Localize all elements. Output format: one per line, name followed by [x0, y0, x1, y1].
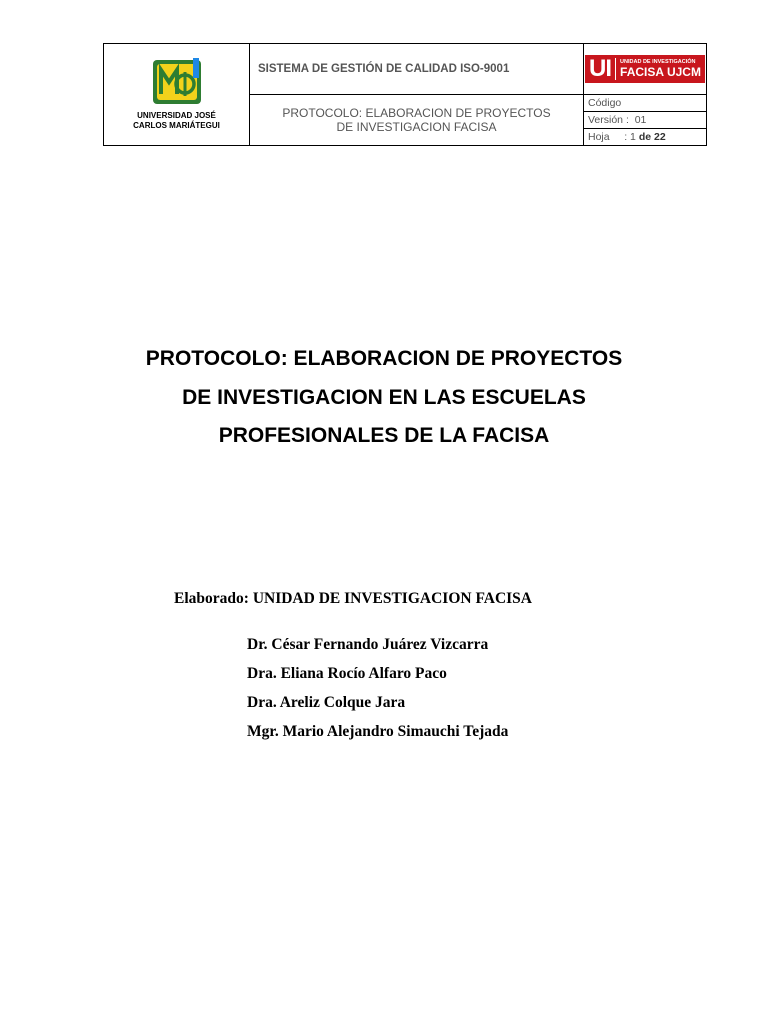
document-header-table [103, 43, 707, 146]
author-item: Dra. Areliz Colque Jara [247, 694, 406, 711]
university-logo-cell [104, 44, 250, 146]
university-crest-icon [149, 58, 205, 108]
university-name: UNIVERSIDAD JOSÉ CARLOS MARIÁTEGUI [133, 111, 220, 130]
research-unit-logo: UI UNIDAD DE INVESTIGACIÓN FACISA UJCM [585, 55, 705, 83]
elaborado-label: Elaborado: [174, 590, 249, 607]
title-line-2: DE INVESTIGACION EN LAS ESCUELAS [182, 385, 586, 409]
protocol-header-title: PROTOCOLO: ELABORACION DE PROYECTOS DE INVESTIGACION FACISA [250, 95, 584, 146]
title-line-3: PROFESIONALES DE LA FACISA [218, 424, 550, 447]
codigo-field: Código [584, 95, 707, 112]
authors-list [247, 630, 508, 746]
author-item: Mgr. Mario Alejandro Simauchi Tejada [247, 723, 509, 740]
elaborado-value: UNIDAD DE INVESTIGACION FACISA [252, 590, 532, 607]
document-title [60, 340, 708, 456]
elaborado-line [174, 590, 532, 608]
version-field: Versión : 01 [584, 112, 707, 129]
quality-system-title: SISTEMA DE GESTIÓN DE CALIDAD ISO-9001 [250, 44, 584, 95]
hoja-field: Hoja : 1 de 22 [584, 129, 707, 146]
title-line-1: PROTOCOLO: ELABORACION DE PROYECTOS [145, 347, 623, 370]
author-item: Dr. César Fernando Juárez Vizcarra [247, 636, 489, 653]
author-item: Dra. Eliana Rocío Alfaro Paco [247, 665, 447, 682]
research-unit-logo-cell [584, 44, 707, 95]
